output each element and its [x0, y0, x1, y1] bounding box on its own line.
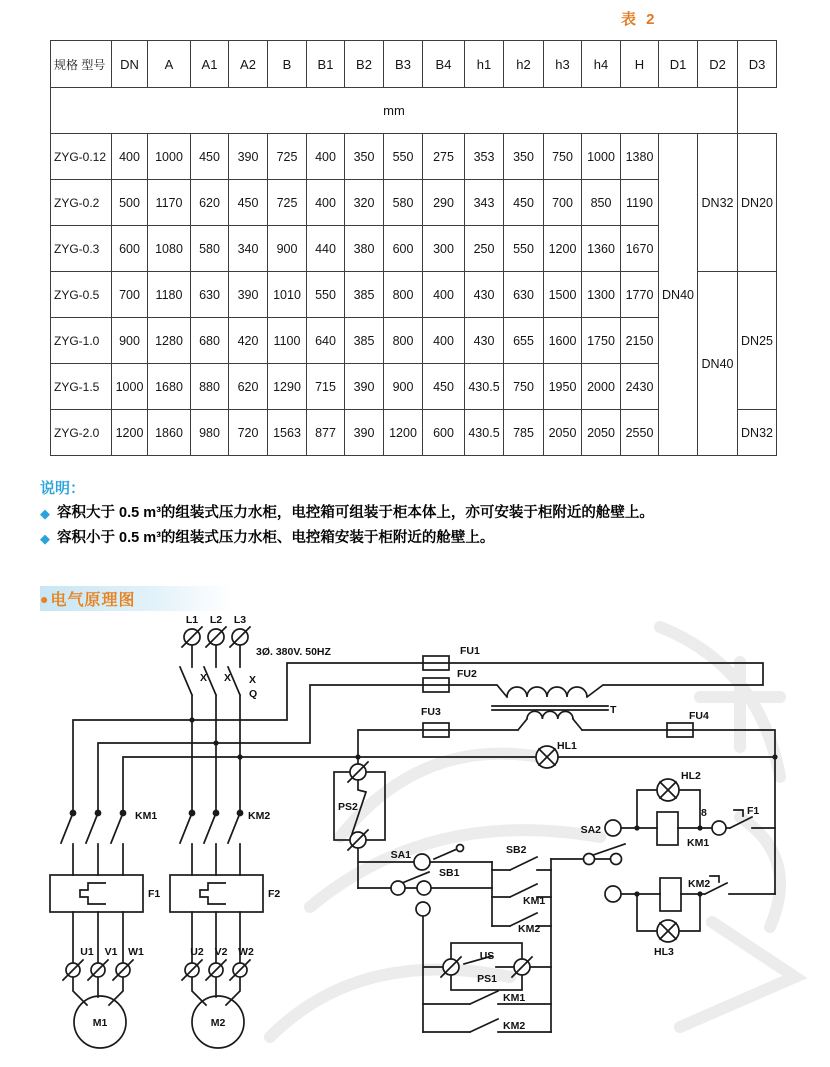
circle-bullet-icon: ● — [40, 590, 49, 607]
label-l2: L2 — [209, 614, 223, 626]
label-km1-ladder: KM1 — [523, 895, 546, 907]
table-cell: 680 — [191, 318, 229, 364]
merged-cell: DN20 — [738, 134, 777, 272]
table-cell: 580 — [191, 226, 229, 272]
note-item — [40, 527, 792, 550]
table-cell: 640 — [307, 318, 345, 364]
table-cell: 1500 — [544, 272, 582, 318]
label-km2-main: KM2 — [248, 810, 271, 822]
table-cell: 390 — [229, 134, 268, 180]
label-f2-box: F2 — [268, 888, 281, 900]
terminal-circle — [712, 821, 726, 835]
column-header: H — [621, 41, 659, 88]
label-km2-bottom: KM2 — [503, 1020, 526, 1032]
model-cell: ZYG-0.5 — [51, 272, 112, 318]
label-w2: W2 — [238, 946, 254, 958]
table-cell: 2050 — [544, 410, 582, 456]
table-cell: 350 — [345, 134, 384, 180]
label-km2-coil: KM2 — [688, 878, 711, 890]
column-header: A2 — [229, 41, 268, 88]
table-cell: 1280 — [148, 318, 191, 364]
table-cell: 1380 — [621, 134, 659, 180]
column-header: DN — [112, 41, 148, 88]
table-cell: 1300 — [582, 272, 621, 318]
table-cell: 1170 — [148, 180, 191, 226]
table-cell: 1200 — [544, 226, 582, 272]
table-cell: 2000 — [582, 364, 621, 410]
column-header: A — [148, 41, 191, 88]
label-sa2: SA2 — [580, 824, 601, 836]
table-cell: 580 — [384, 180, 423, 226]
label-q: Q — [249, 688, 258, 700]
diamond-bullet-icon: ◆ — [40, 506, 50, 521]
column-header: h4 — [582, 41, 621, 88]
table-cell: 550 — [384, 134, 423, 180]
column-header: B — [268, 41, 307, 88]
table-cell: 1680 — [148, 364, 191, 410]
label-m2: M2 — [210, 1017, 226, 1029]
table-cell: 400 — [307, 180, 345, 226]
section-title: 电气原理图 — [50, 592, 136, 609]
table-cell: 450 — [504, 180, 544, 226]
table-cell: 2150 — [621, 318, 659, 364]
notes-title: 说明： — [40, 480, 86, 497]
label-ps2: PS2 — [338, 801, 358, 813]
table-cell: 550 — [504, 226, 544, 272]
table-cell: 655 — [504, 318, 544, 364]
table-cell: 2430 — [621, 364, 659, 410]
merged-cell: DN32 — [698, 134, 738, 272]
note-item — [40, 502, 792, 525]
table-cell: 380 — [345, 226, 384, 272]
table-cell: 750 — [504, 364, 544, 410]
table-cell: 430.5 — [465, 364, 504, 410]
table-cell: 450 — [191, 134, 229, 180]
circuit-diagram — [40, 607, 830, 1067]
label-km1-coil: KM1 — [687, 837, 710, 849]
note-text: 容积大于 0.5 m³的组装式压力水柜，电控箱可组装于柜本体上，亦可安装于柜附近的舱壁上。 — [57, 505, 654, 521]
transformer — [507, 687, 587, 719]
label-hl3: HL3 — [654, 946, 674, 958]
label-fu3: FU3 — [421, 706, 441, 718]
table-cell: 420 — [229, 318, 268, 364]
note-text: 容积小于 0.5 m³的组装式压力水柜、电控箱安装于柜附近的舱壁上。 — [57, 530, 495, 546]
table-cell: 1770 — [621, 272, 659, 318]
label-supply: 3Ø. 380V. 50HZ — [256, 646, 331, 658]
table-cell: 1080 — [148, 226, 191, 272]
label-sb1: SB1 — [439, 867, 460, 879]
label-fu1: FU1 — [460, 645, 480, 657]
unit-cell: mm — [51, 88, 738, 134]
merged-cell: DN25 — [738, 272, 777, 410]
table-cell: 620 — [191, 180, 229, 226]
table-cell: 700 — [544, 180, 582, 226]
table-cell: 800 — [384, 272, 423, 318]
table-cell: 700 — [112, 272, 148, 318]
table-cell: 900 — [384, 364, 423, 410]
table-cell: 390 — [345, 410, 384, 456]
km2-coil — [660, 878, 681, 911]
label-hl2: HL2 — [681, 770, 701, 782]
table-cell: 550 — [307, 272, 345, 318]
table-wrapper — [50, 40, 777, 456]
table-cell: 620 — [229, 364, 268, 410]
table-cell: 390 — [229, 272, 268, 318]
table-cell: 1360 — [582, 226, 621, 272]
label-ps1: PS1 — [477, 973, 497, 985]
column-header: B4 — [423, 41, 465, 88]
table-cell: 877 — [307, 410, 345, 456]
column-header: D1 — [659, 41, 698, 88]
table-cell: 250 — [465, 226, 504, 272]
label-x2: X — [224, 672, 232, 684]
table-cell: 1000 — [112, 364, 148, 410]
label-x3: X — [249, 674, 257, 686]
table-cell: 900 — [112, 318, 148, 364]
table-cell: 980 — [191, 410, 229, 456]
table-cell: 500 — [112, 180, 148, 226]
hl1-lamp — [536, 746, 558, 768]
table-cell: 400 — [112, 134, 148, 180]
hl3-lamp — [657, 920, 679, 942]
label-fu2: FU2 — [457, 668, 477, 680]
table-cell: 400 — [423, 318, 465, 364]
f2-overload-box — [170, 875, 263, 912]
label-v1: V1 — [104, 946, 118, 958]
table-cell: 1100 — [268, 318, 307, 364]
label-l1: L1 — [185, 614, 199, 626]
column-header: D3 — [738, 41, 777, 88]
table-cell: 1000 — [148, 134, 191, 180]
table-cell: 320 — [345, 180, 384, 226]
dimension-table — [50, 40, 777, 456]
table-cell: 343 — [465, 180, 504, 226]
label-km1-bottom: KM1 — [503, 992, 526, 1004]
merged-cell: DN40 — [659, 134, 698, 456]
table-cell: 385 — [345, 272, 384, 318]
label-u1: U1 — [80, 946, 94, 958]
diamond-bullet-icon: ◆ — [40, 531, 50, 546]
table-cell: 715 — [307, 364, 345, 410]
table-cell: 300 — [423, 226, 465, 272]
table-cell: 350 — [504, 134, 544, 180]
label-x1: X — [200, 672, 208, 684]
terminal-circle — [416, 902, 430, 916]
table-cell: 600 — [423, 410, 465, 456]
label-f1-box: F1 — [148, 888, 161, 900]
model-cell: ZYG-1.5 — [51, 364, 112, 410]
column-header: h2 — [504, 41, 544, 88]
label-l3: L3 — [233, 614, 247, 626]
model-cell: ZYG-0.12 — [51, 134, 112, 180]
model-cell: ZYG-0.2 — [51, 180, 112, 226]
table-cell: 900 — [268, 226, 307, 272]
table-cell: 390 — [345, 364, 384, 410]
table-cell: 440 — [307, 226, 345, 272]
model-cell: ZYG-1.0 — [51, 318, 112, 364]
label-hl1: HL1 — [557, 740, 577, 752]
table-cell: 1950 — [544, 364, 582, 410]
table-cell: 2050 — [582, 410, 621, 456]
table-cell: 1190 — [621, 180, 659, 226]
table-cell: 600 — [112, 226, 148, 272]
table-cell: 400 — [307, 134, 345, 180]
hl2-lamp — [657, 779, 679, 801]
table-cell: 1860 — [148, 410, 191, 456]
km1-coil — [657, 812, 678, 845]
table-cell: 630 — [191, 272, 229, 318]
table-cell: 450 — [229, 180, 268, 226]
label-sb2: SB2 — [506, 844, 527, 856]
table-row — [51, 134, 777, 180]
table-cell: 450 — [423, 364, 465, 410]
table-cell: 630 — [504, 272, 544, 318]
column-header: B1 — [307, 41, 345, 88]
table-cell: 353 — [465, 134, 504, 180]
label-t: T — [610, 704, 617, 716]
label-km1-main: KM1 — [135, 810, 158, 822]
table-cell: 1670 — [621, 226, 659, 272]
table-cell: 275 — [423, 134, 465, 180]
row-header-label: 规格 型号 — [51, 41, 112, 88]
column-header: D2 — [698, 41, 738, 88]
table-cell: 1563 — [268, 410, 307, 456]
table-cell: 720 — [229, 410, 268, 456]
table-cell: 340 — [229, 226, 268, 272]
notes — [40, 477, 792, 552]
table-cell: 1600 — [544, 318, 582, 364]
table-cell: 880 — [191, 364, 229, 410]
table-cell: 1000 — [582, 134, 621, 180]
table-cell: 400 — [423, 272, 465, 318]
f1-overload-box — [50, 875, 143, 912]
table-cell: 1200 — [112, 410, 148, 456]
label-sa1: SA1 — [390, 849, 411, 861]
table-cell: 725 — [268, 180, 307, 226]
table-cell: 290 — [423, 180, 465, 226]
label-w1: W1 — [128, 946, 144, 958]
model-cell: ZYG-0.3 — [51, 226, 112, 272]
table-cell: 2550 — [621, 410, 659, 456]
column-header: h3 — [544, 41, 582, 88]
model-cell: ZYG-2.0 — [51, 410, 112, 456]
label-us: US — [479, 950, 495, 962]
table-cell: 385 — [345, 318, 384, 364]
label-m1: M1 — [92, 1017, 108, 1029]
label-v2: V2 — [214, 946, 228, 958]
table-cell: 1200 — [384, 410, 423, 456]
table-cell: 800 — [384, 318, 423, 364]
column-header: A1 — [191, 41, 229, 88]
supply-terminal-icon — [182, 627, 250, 647]
table-cell: 600 — [384, 226, 423, 272]
label-wire8: 8 — [701, 807, 707, 819]
merged-cell: DN32 — [738, 410, 777, 456]
table-caption: 表 2 — [621, 11, 658, 28]
table-cell: 725 — [268, 134, 307, 180]
table-cell: 785 — [504, 410, 544, 456]
column-header: B2 — [345, 41, 384, 88]
label-f1-contact: F1 — [747, 805, 760, 817]
table-cell: 750 — [544, 134, 582, 180]
motor-terminal-icon — [63, 960, 250, 980]
label-km2-ladder: KM2 — [518, 923, 541, 935]
label-u2: U2 — [190, 946, 204, 958]
table-cell: 1750 — [582, 318, 621, 364]
table-cell: 1180 — [148, 272, 191, 318]
column-header: h1 — [465, 41, 504, 88]
table-cell: 430.5 — [465, 410, 504, 456]
merged-cell: DN40 — [698, 272, 738, 456]
label-fu4: FU4 — [689, 710, 709, 722]
table-cell: 1290 — [268, 364, 307, 410]
table-cell: 430 — [465, 318, 504, 364]
table-cell: 430 — [465, 272, 504, 318]
table-cell: 1010 — [268, 272, 307, 318]
table-cell: 850 — [582, 180, 621, 226]
column-header: B3 — [384, 41, 423, 88]
